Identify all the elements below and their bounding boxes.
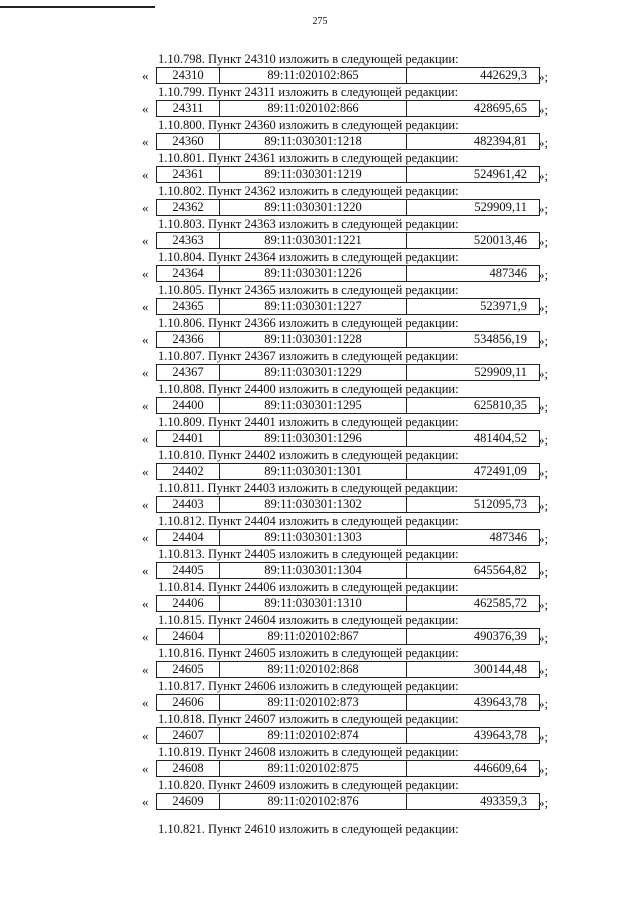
entry-row xyxy=(142,496,562,513)
entry-heading: 1.10.798. Пункт 24310 изложить в следующей редакции: xyxy=(158,52,459,66)
table-row xyxy=(156,397,540,414)
opening-quote: « xyxy=(142,728,149,743)
table-row xyxy=(156,496,540,513)
amendment-entry xyxy=(0,118,640,151)
value-cell: 529909,11 xyxy=(474,200,527,214)
entry-row xyxy=(142,430,562,447)
cadastral-number-cell: 89:11:030301:1221 xyxy=(220,233,407,248)
item-number-cell: 24402 xyxy=(157,464,220,479)
opening-quote: « xyxy=(142,233,149,248)
value-cell: 487346 xyxy=(489,530,527,544)
table-row xyxy=(156,694,540,711)
opening-quote: « xyxy=(142,200,149,215)
closing-quote: »; xyxy=(538,234,549,249)
item-number-cell: 24363 xyxy=(157,233,220,248)
closing-quote: »; xyxy=(538,399,549,414)
cadastral-number-cell: 89:11:030301:1296 xyxy=(220,431,407,446)
amendment-entry xyxy=(0,382,640,415)
entry-heading: 1.10.812. Пункт 24404 изложить в следующей редакции: xyxy=(158,514,459,528)
entry-row xyxy=(142,133,562,150)
opening-quote: « xyxy=(142,695,149,710)
table-row xyxy=(156,331,540,348)
value-cell: 524961,42 xyxy=(473,167,527,181)
value-cell: 523971,9 xyxy=(480,299,527,313)
cadastral-number-cell: 89:11:030301:1301 xyxy=(220,464,407,479)
opening-quote: « xyxy=(142,68,149,83)
item-number-cell: 24366 xyxy=(157,332,220,347)
closing-quote: »; xyxy=(538,564,549,579)
opening-quote: « xyxy=(142,596,149,611)
cadastral-number-cell: 89:11:030301:1302 xyxy=(220,497,407,512)
entry-row xyxy=(142,67,562,84)
cadastral-number-cell: 89:11:020102:875 xyxy=(220,761,407,776)
cadastral-number-cell: 89:11:030301:1310 xyxy=(220,596,407,611)
amendment-entry xyxy=(0,316,640,349)
item-number-cell: 24609 xyxy=(157,794,220,809)
closing-quote: »; xyxy=(538,465,549,480)
amendment-entry xyxy=(0,580,640,613)
cadastral-number-cell: 89:11:030301:1229 xyxy=(220,365,407,380)
cadastral-number-cell: 89:11:020102:873 xyxy=(220,695,407,710)
value-cell: 300144,48 xyxy=(473,662,527,676)
amendment-entry xyxy=(0,52,640,85)
closing-quote: »; xyxy=(538,432,549,447)
page-number: 275 xyxy=(312,16,328,27)
opening-quote: « xyxy=(142,464,149,479)
closing-quote: »; xyxy=(538,696,549,711)
cadastral-number-cell: 89:11:030301:1226 xyxy=(220,266,407,281)
closing-quote: »; xyxy=(538,762,549,777)
entry-row xyxy=(142,760,562,777)
opening-quote: « xyxy=(142,266,149,281)
closing-quote: »; xyxy=(538,729,549,744)
closing-quote: »; xyxy=(538,531,549,546)
entry-heading: 1.10.819. Пункт 24608 изложить в следующей редакции: xyxy=(158,745,459,759)
value-cell: 462585,72 xyxy=(473,596,527,610)
item-number-cell: 24311 xyxy=(157,101,220,116)
entry-row xyxy=(142,628,562,645)
table-row xyxy=(156,265,540,282)
entry-heading: 1.10.803. Пункт 24363 изложить в следующей редакции: xyxy=(158,217,459,231)
entry-row xyxy=(142,232,562,249)
amendment-entry xyxy=(0,679,640,712)
opening-quote: « xyxy=(142,365,149,380)
table-row xyxy=(156,793,540,810)
cadastral-number-cell: 89:11:030301:1227 xyxy=(220,299,407,314)
cadastral-number-cell: 89:11:020102:866 xyxy=(220,101,407,116)
opening-quote: « xyxy=(142,761,149,776)
opening-quote: « xyxy=(142,662,149,677)
entry-row xyxy=(142,166,562,183)
entry-row xyxy=(142,661,562,678)
amendment-entry xyxy=(0,778,640,811)
item-number-cell: 24405 xyxy=(157,563,220,578)
cadastral-number-cell: 89:11:030301:1220 xyxy=(220,200,407,215)
value-cell: 493359,3 xyxy=(480,794,527,808)
closing-quote: »; xyxy=(538,300,549,315)
amendment-entry xyxy=(0,481,640,514)
item-number-cell: 24604 xyxy=(157,629,220,644)
value-cell: 439643,78 xyxy=(473,728,527,742)
entry-heading: 1.10.813. Пункт 24405 изложить в следующей редакции: xyxy=(158,547,459,561)
amendment-entry xyxy=(0,184,640,217)
closing-quote: »; xyxy=(538,597,549,612)
item-number-cell: 24404 xyxy=(157,530,220,545)
entry-row xyxy=(142,199,562,216)
table-row xyxy=(156,430,540,447)
amendment-entry xyxy=(0,646,640,679)
opening-quote: « xyxy=(142,431,149,446)
amendment-entry xyxy=(0,349,640,382)
cadastral-number-cell: 89:11:020102:874 xyxy=(220,728,407,743)
item-number-cell: 24367 xyxy=(157,365,220,380)
item-number-cell: 24406 xyxy=(157,596,220,611)
item-number-cell: 24607 xyxy=(157,728,220,743)
value-cell: 534856,19 xyxy=(473,332,527,346)
entry-heading: 1.10.814. Пункт 24406 изложить в следующей редакции: xyxy=(158,580,459,594)
value-cell: 472491,09 xyxy=(473,464,527,478)
entry-row xyxy=(142,265,562,282)
closing-quote: »; xyxy=(538,135,549,150)
value-cell: 428695,65 xyxy=(473,101,527,115)
trailing-heading: 1.10.821. Пункт 24610 изложить в следующей редакции: xyxy=(158,822,459,836)
amendment-entry xyxy=(0,415,640,448)
table-row xyxy=(156,463,540,480)
table-row xyxy=(156,727,540,744)
cadastral-number-cell: 89:11:020102:876 xyxy=(220,794,407,809)
entry-row xyxy=(142,364,562,381)
cadastral-number-cell: 89:11:030301:1218 xyxy=(220,134,407,149)
opening-quote: « xyxy=(142,134,149,149)
entry-row xyxy=(142,463,562,480)
value-cell: 442629,3 xyxy=(480,68,527,82)
item-number-cell: 24310 xyxy=(157,68,220,83)
item-number-cell: 24401 xyxy=(157,431,220,446)
opening-quote: « xyxy=(142,563,149,578)
closing-quote: »; xyxy=(538,69,549,84)
amendment-entry xyxy=(0,613,640,646)
closing-quote: »; xyxy=(538,630,549,645)
entry-row xyxy=(142,397,562,414)
entry-heading: 1.10.806. Пункт 24366 изложить в следующей редакции: xyxy=(158,316,459,330)
amendment-entry xyxy=(0,547,640,580)
value-cell: 625810,35 xyxy=(473,398,527,412)
header-rule xyxy=(0,6,155,8)
opening-quote: « xyxy=(142,530,149,545)
entry-heading: 1.10.811. Пункт 24403 изложить в следующей редакции: xyxy=(158,481,459,495)
entry-heading: 1.10.802. Пункт 24362 изложить в следующей редакции: xyxy=(158,184,459,198)
table-row xyxy=(156,100,540,117)
opening-quote: « xyxy=(142,332,149,347)
entry-heading: 1.10.801. Пункт 24361 изложить в следующей редакции: xyxy=(158,151,459,165)
opening-quote: « xyxy=(142,497,149,512)
item-number-cell: 24403 xyxy=(157,497,220,512)
amendment-entry xyxy=(0,745,640,778)
cadastral-number-cell: 89:11:020102:865 xyxy=(220,68,407,83)
value-cell: 481404,52 xyxy=(473,431,527,445)
value-cell: 490376,39 xyxy=(473,629,527,643)
closing-quote: »; xyxy=(538,333,549,348)
table-row xyxy=(156,529,540,546)
cadastral-number-cell: 89:11:030301:1295 xyxy=(220,398,407,413)
item-number-cell: 24365 xyxy=(157,299,220,314)
table-row xyxy=(156,562,540,579)
cadastral-number-cell: 89:11:030301:1228 xyxy=(220,332,407,347)
table-row xyxy=(156,298,540,315)
amendment-entry xyxy=(0,448,640,481)
table-row xyxy=(156,133,540,150)
entry-heading: 1.10.818. Пункт 24607 изложить в следующей редакции: xyxy=(158,712,459,726)
opening-quote: « xyxy=(142,101,149,116)
entry-heading: 1.10.808. Пункт 24400 изложить в следующей редакции: xyxy=(158,382,459,396)
value-cell: 520013,46 xyxy=(473,233,527,247)
entry-row xyxy=(142,331,562,348)
entry-heading: 1.10.807. Пункт 24367 изложить в следующей редакции: xyxy=(158,349,459,363)
cadastral-number-cell: 89:11:030301:1304 xyxy=(220,563,407,578)
opening-quote: « xyxy=(142,299,149,314)
entry-row xyxy=(142,298,562,315)
amendment-entry xyxy=(0,712,640,745)
table-row xyxy=(156,67,540,84)
table-row xyxy=(156,760,540,777)
entry-heading: 1.10.816. Пункт 24605 изложить в следующей редакции: xyxy=(158,646,459,660)
amendment-entry xyxy=(0,250,640,283)
cadastral-number-cell: 89:11:020102:868 xyxy=(220,662,407,677)
item-number-cell: 24364 xyxy=(157,266,220,281)
table-row xyxy=(156,199,540,216)
table-row xyxy=(156,595,540,612)
entry-heading: 1.10.809. Пункт 24401 изложить в следующей редакции: xyxy=(158,415,459,429)
value-cell: 439643,78 xyxy=(473,695,527,709)
closing-quote: »; xyxy=(538,267,549,282)
cadastral-number-cell: 89:11:030301:1303 xyxy=(220,530,407,545)
table-row xyxy=(156,661,540,678)
table-row xyxy=(156,232,540,249)
table-row xyxy=(156,628,540,645)
closing-quote: »; xyxy=(538,102,549,117)
entry-heading: 1.10.817. Пункт 24606 изложить в следующей редакции: xyxy=(158,679,459,693)
amendment-entry xyxy=(0,85,640,118)
opening-quote: « xyxy=(142,794,149,809)
closing-quote: »; xyxy=(538,663,549,678)
item-number-cell: 24360 xyxy=(157,134,220,149)
opening-quote: « xyxy=(142,398,149,413)
closing-quote: »; xyxy=(538,201,549,216)
item-number-cell: 24361 xyxy=(157,167,220,182)
entry-row xyxy=(142,793,562,810)
cadastral-number-cell: 89:11:020102:867 xyxy=(220,629,407,644)
closing-quote: »; xyxy=(538,366,549,381)
amendment-entry xyxy=(0,151,640,184)
entry-heading: 1.10.804. Пункт 24364 изложить в следующей редакции: xyxy=(158,250,459,264)
amendment-entry xyxy=(0,514,640,547)
amendment-entry xyxy=(0,217,640,250)
closing-quote: »; xyxy=(538,498,549,513)
item-number-cell: 24606 xyxy=(157,695,220,710)
value-cell: 446609,64 xyxy=(473,761,527,775)
closing-quote: »; xyxy=(538,795,549,810)
value-cell: 482394,81 xyxy=(473,134,527,148)
table-row xyxy=(156,166,540,183)
item-number-cell: 24362 xyxy=(157,200,220,215)
opening-quote: « xyxy=(142,629,149,644)
value-cell: 487346 xyxy=(489,266,527,280)
entry-heading: 1.10.799. Пункт 24311 изложить в следующей редакции: xyxy=(158,85,459,99)
entry-row xyxy=(142,100,562,117)
cadastral-number-cell: 89:11:030301:1219 xyxy=(220,167,407,182)
value-cell: 645564,82 xyxy=(473,563,527,577)
entry-heading: 1.10.805. Пункт 24365 изложить в следующей редакции: xyxy=(158,283,459,297)
item-number-cell: 24605 xyxy=(157,662,220,677)
value-cell: 512095,73 xyxy=(473,497,527,511)
entry-heading: 1.10.810. Пункт 24402 изложить в следующей редакции: xyxy=(158,448,459,462)
entry-row xyxy=(142,529,562,546)
entry-heading: 1.10.800. Пункт 24360 изложить в следующей редакции: xyxy=(158,118,459,132)
entry-row xyxy=(142,562,562,579)
amendment-list xyxy=(0,52,640,811)
item-number-cell: 24608 xyxy=(157,761,220,776)
entry-heading: 1.10.815. Пункт 24604 изложить в следующей редакции: xyxy=(158,613,459,627)
entry-row xyxy=(142,694,562,711)
closing-quote: »; xyxy=(538,168,549,183)
entry-row xyxy=(142,727,562,744)
item-number-cell: 24400 xyxy=(157,398,220,413)
amendment-entry xyxy=(0,283,640,316)
value-cell: 529909,11 xyxy=(474,365,527,379)
table-row xyxy=(156,364,540,381)
entry-heading: 1.10.820. Пункт 24609 изложить в следующей редакции: xyxy=(158,778,459,792)
opening-quote: « xyxy=(142,167,149,182)
entry-row xyxy=(142,595,562,612)
